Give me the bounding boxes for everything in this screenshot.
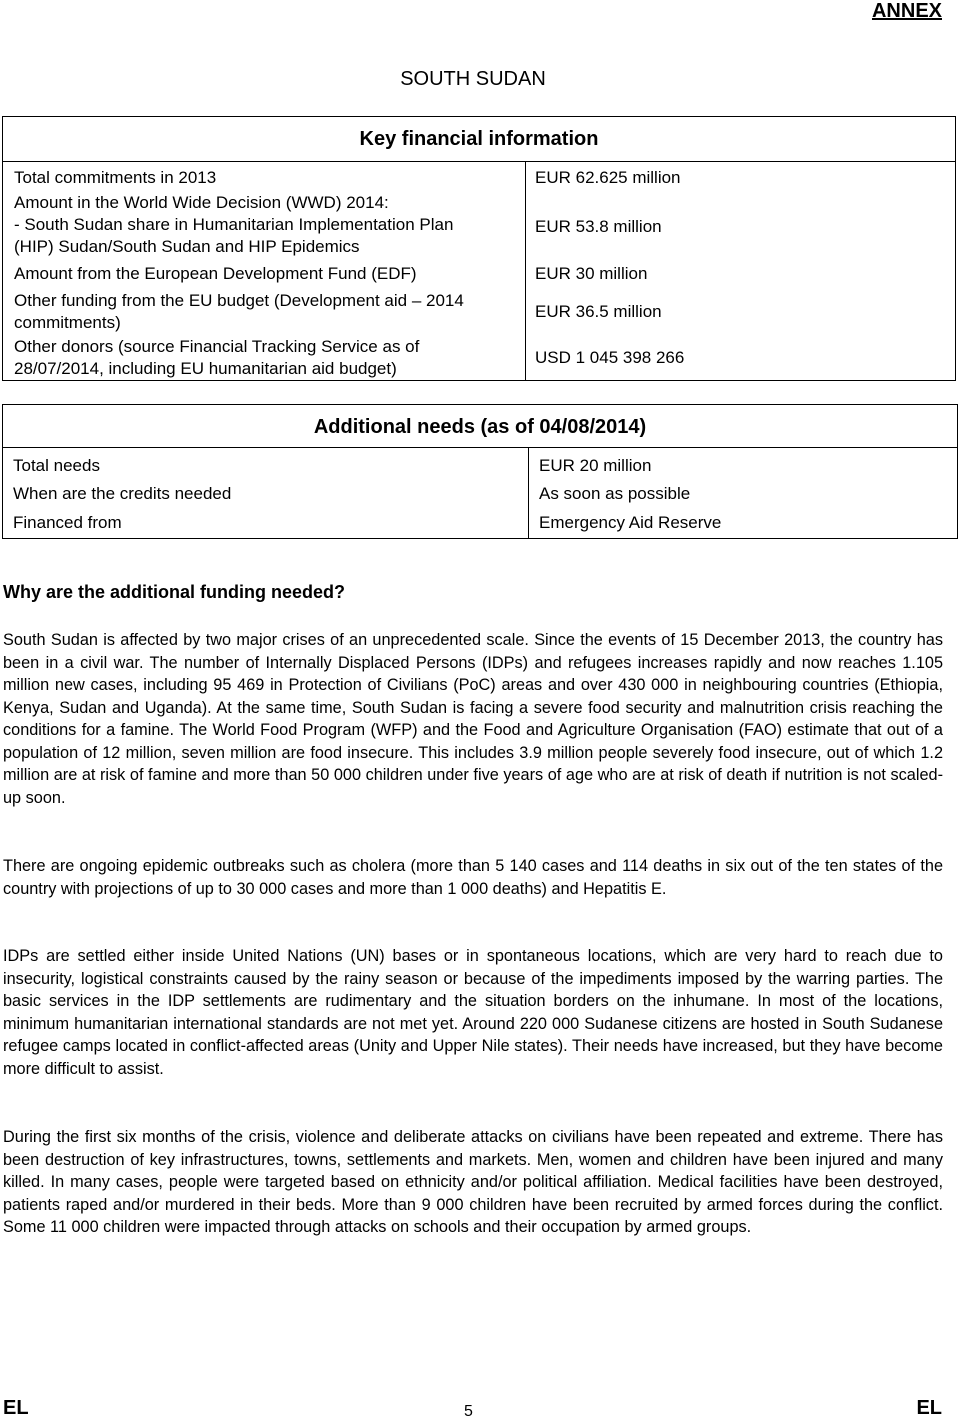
footer-language-left: EL [3, 1397, 29, 1419]
kfi-label-wwd: Amount in the World Wide Decision (WWD) 2014: - South Sudan share in Humanitarian Implementation Plan (HIP) Sudan/South Sudan and HIP Epidemics [14, 193, 454, 256]
table-divider [525, 161, 526, 380]
kfi-label-edf: Amount from the European Development Fund (EDF) [14, 264, 417, 283]
section-heading: Why are the additional funding needed? [3, 582, 346, 602]
kfi-label-eu-budget: Other funding from the EU budget (Development aid – 2014 commitments) [14, 291, 464, 332]
annex-label: ANNEX [871, 0, 942, 22]
paragraph: There are ongoing epidemic outbreaks such as cholera (more than 5 140 cases and 114 deaths in six out of the ten states of the country with projections of up to 30 000 cases and more than 1 000 deaths) and Hepatitis E. [3, 857, 943, 898]
an-label-total-needs: Total needs [13, 456, 100, 475]
an-label-financed-from: Financed from [13, 513, 122, 532]
table-divider [528, 447, 529, 538]
additional-needs-title: Additional needs (as of 04/08/2014) [313, 416, 647, 438]
table-divider [3, 447, 957, 448]
key-financial-table [2, 116, 956, 381]
an-value-total-needs: EUR 20 million [539, 456, 652, 475]
an-value-financed-from: Emergency Aid Reserve [539, 513, 722, 532]
key-financial-title: Key financial information [359, 128, 599, 150]
kfi-label-total-2013: Total commitments in 2013 [14, 168, 217, 187]
kfi-value-eu-budget: EUR 36.5 million [535, 302, 662, 321]
paragraph: South Sudan is affected by two major crises of an unprecedented scale. Since the events of 15 December 2013, the country has been in a civil war. The number of Internally Displaced Persons (IDPs) and refugees increases rapidly and now reaches 1.105 million new cases, including 95 469 in Protection of Civilians (PoC) areas and over 430 000 in neighbouring countries (Ethiopia, Kenya, Sudan and Uganda). At the same time, South Sudan is facing a severe food security and malnutrition crisis reaching the conditions for a famine. The World Food Program (WFP) and the Food and Agriculture Organisation (FAO) estimate that out of a population of 12 million, seven million are food insecure. This includes 3.9 million people severely food insecure, out of which 1.2 million are at risk of famine and more than 50 000 children under five years of age who are at risk of death if nutrition is not scaled-up soon. [3, 631, 943, 807]
page-number: 5 [464, 1403, 473, 1420]
footer-language-right: EL [916, 1397, 942, 1419]
page-title: SOUTH SUDAN [400, 68, 546, 90]
additional-needs-table [2, 404, 958, 539]
kfi-value-wwd: EUR 53.8 million [535, 217, 662, 236]
kfi-label-other-donors: Other donors (source Financial Tracking Service as of 28/07/2014, including EU humanitarian aid budget) [14, 337, 420, 378]
kfi-value-edf: EUR 30 million [535, 264, 648, 283]
an-label-when-needed: When are the credits needed [13, 484, 232, 503]
an-value-when-needed: As soon as possible [539, 484, 691, 503]
paragraph: IDPs are settled either inside United Nations (UN) bases or in spontaneous locations, which are very hard to reach due to insecurity, logistical constraints caused by the rainy season or because of the impediments imposed by the warring parties. The basic services in the IDP settlements are rudimentary and the situation borders on the inhumane. In most of the locations, minimum humanitarian international standards are not met yet. Around 220 000 Sudanese citizens are hosted in South Sudanese refugee camps located in conflict-affected areas (Unity and Upper Nile states). Their needs have increased, but they have become more difficult to assist. [3, 947, 943, 1078]
kfi-value-total-2013: EUR 62.625 million [535, 168, 681, 187]
kfi-value-other-donors: USD 1 045 398 266 [535, 348, 685, 367]
table-divider [3, 161, 955, 162]
paragraph: During the first six months of the crisis, violence and deliberate attacks on civilians have been repeated and extreme. There has been destruction of key infrastructures, towns, settlements and markets. Men, women and children have been injured and many killed. In many cases, people were targeted based on ethnicity and/or political affiliation. Medical facilities have been destroyed, patients raped and/or murdered in their beds. More than 9 000 children have been recruited by armed forces during the conflict. Some 11 000 children were impacted through attacks on schools and their occupation by armed groups. [3, 1128, 943, 1236]
